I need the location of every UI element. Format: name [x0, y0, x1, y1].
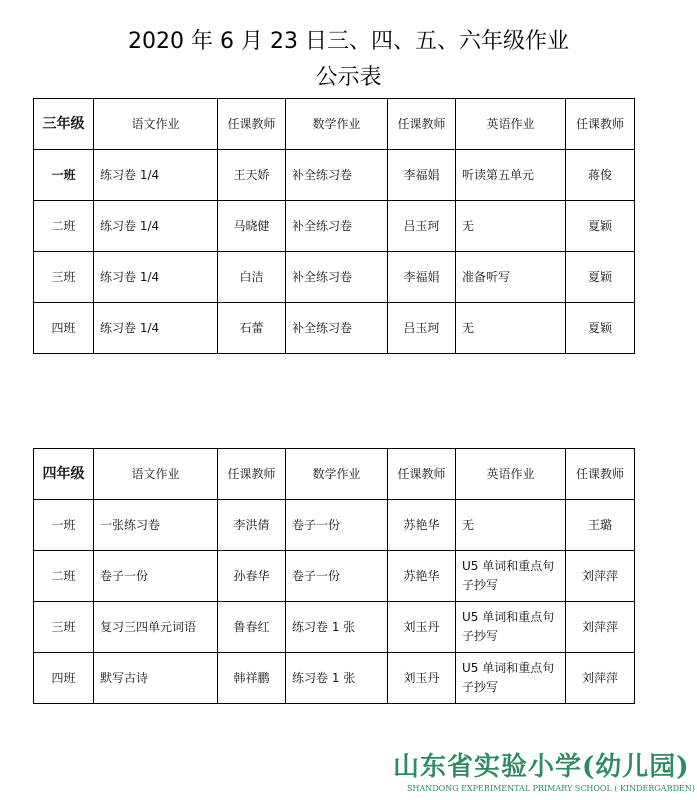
- math-teacher: 李福娟: [388, 150, 456, 201]
- table-row: [34, 303, 635, 354]
- math-teacher: 刘玉丹: [388, 602, 456, 653]
- math-homework: 练习卷 1 张: [286, 602, 388, 653]
- chinese-teacher: 韩祥鹏: [218, 653, 286, 704]
- math-homework: 补全练习卷: [286, 252, 388, 303]
- chinese-teacher: 孙春华: [218, 551, 286, 602]
- math-teacher: 苏艳华: [388, 500, 456, 551]
- header-english: 英语作业: [456, 449, 566, 500]
- english-teacher: 刘萍萍: [566, 551, 635, 602]
- page-title: 2020 年 6 月 23 日三、四、五、六年级作业: [128, 29, 569, 54]
- english-teacher: 刘萍萍: [566, 602, 635, 653]
- class-label: 一班: [34, 500, 94, 551]
- chinese-teacher: 李洪倩: [218, 500, 286, 551]
- chinese-homework: 练习卷 1/4: [94, 252, 218, 303]
- english-homework: 准备听写: [456, 252, 566, 303]
- english-teacher: 夏颖: [566, 201, 635, 252]
- table-header-row: [34, 449, 635, 500]
- chinese-homework: 卷子一份: [94, 551, 218, 602]
- math-homework: 补全练习卷: [286, 201, 388, 252]
- school-logo-english: SHANDONG EXPERIMENTAL PRIMARY SCHOOL ( KINDERGARDEN): [407, 784, 695, 793]
- math-homework: 补全练习卷: [286, 303, 388, 354]
- english-homework: 无: [456, 303, 566, 354]
- header-chinese: 语文作业: [94, 449, 218, 500]
- school-logo-chinese: 山东省实验小学(幼儿园): [393, 752, 690, 782]
- chinese-teacher: 白洁: [218, 252, 286, 303]
- english-teacher: 王璐: [566, 500, 635, 551]
- chinese-homework: 一张练习卷: [94, 500, 218, 551]
- header-english: 英语作业: [456, 99, 566, 150]
- class-label: 二班: [34, 201, 94, 252]
- table-header-row: [34, 99, 635, 150]
- english-teacher: 夏颖: [566, 303, 635, 354]
- math-homework: 卷子一份: [286, 551, 388, 602]
- grade3-homework-table: [33, 98, 635, 354]
- class-label: 一班: [34, 150, 94, 201]
- chinese-homework: 复习三四单元词语: [94, 602, 218, 653]
- chinese-homework: 练习卷 1/4: [94, 303, 218, 354]
- math-teacher: 吕玉珂: [388, 303, 456, 354]
- header-english-teacher: 任课教师: [566, 99, 635, 150]
- class-label: 三班: [34, 602, 94, 653]
- english-teacher: 夏颖: [566, 252, 635, 303]
- chinese-teacher: 马晓健: [218, 201, 286, 252]
- math-teacher: 苏艳华: [388, 551, 456, 602]
- english-teacher: 刘萍萍: [566, 653, 635, 704]
- class-label: 三班: [34, 252, 94, 303]
- header-chinese-teacher: 任课教师: [218, 99, 286, 150]
- chinese-teacher: 鲁春红: [218, 602, 286, 653]
- table-row: [34, 500, 635, 551]
- table-row: [34, 150, 635, 201]
- math-teacher: 吕玉珂: [388, 201, 456, 252]
- header-math-teacher: 任课教师: [388, 99, 456, 150]
- table-row: [34, 653, 635, 704]
- grade4-homework-table: [33, 448, 635, 704]
- page-subtitle: 公示表: [315, 65, 382, 90]
- english-homework: 无: [456, 500, 566, 551]
- chinese-teacher: 石蕾: [218, 303, 286, 354]
- header-math: 数学作业: [286, 449, 388, 500]
- english-teacher: 蒋俊: [566, 150, 635, 201]
- math-teacher: 刘玉丹: [388, 653, 456, 704]
- school-logo: [393, 746, 693, 798]
- chinese-homework: 练习卷 1/4: [94, 150, 218, 201]
- header-math: 数学作业: [286, 99, 388, 150]
- header-chinese: 语文作业: [94, 99, 218, 150]
- header-math-teacher: 任课教师: [388, 449, 456, 500]
- english-homework: 无: [456, 201, 566, 252]
- grade-label: 四年级: [34, 449, 94, 500]
- english-homework: U5 单词和重点句子抄写: [456, 602, 566, 653]
- class-label: 二班: [34, 551, 94, 602]
- math-teacher: 李福娟: [388, 252, 456, 303]
- header-english-teacher: 任课教师: [566, 449, 635, 500]
- table-row: [34, 252, 635, 303]
- table-row: [34, 201, 635, 252]
- class-label: 四班: [34, 653, 94, 704]
- math-homework: 练习卷 1 张: [286, 653, 388, 704]
- english-homework: U5 单词和重点句子抄写: [456, 551, 566, 602]
- chinese-homework: 练习卷 1/4: [94, 201, 218, 252]
- header-chinese-teacher: 任课教师: [218, 449, 286, 500]
- grade-label: 三年级: [34, 99, 94, 150]
- english-homework: 听读第五单元: [456, 150, 566, 201]
- chinese-homework: 默写古诗: [94, 653, 218, 704]
- math-homework: 补全练习卷: [286, 150, 388, 201]
- table-row: [34, 602, 635, 653]
- table-row: [34, 551, 635, 602]
- english-homework: U5 单词和重点句子抄写: [456, 653, 566, 704]
- class-label: 四班: [34, 303, 94, 354]
- chinese-teacher: 王天娇: [218, 150, 286, 201]
- math-homework: 卷子一份: [286, 500, 388, 551]
